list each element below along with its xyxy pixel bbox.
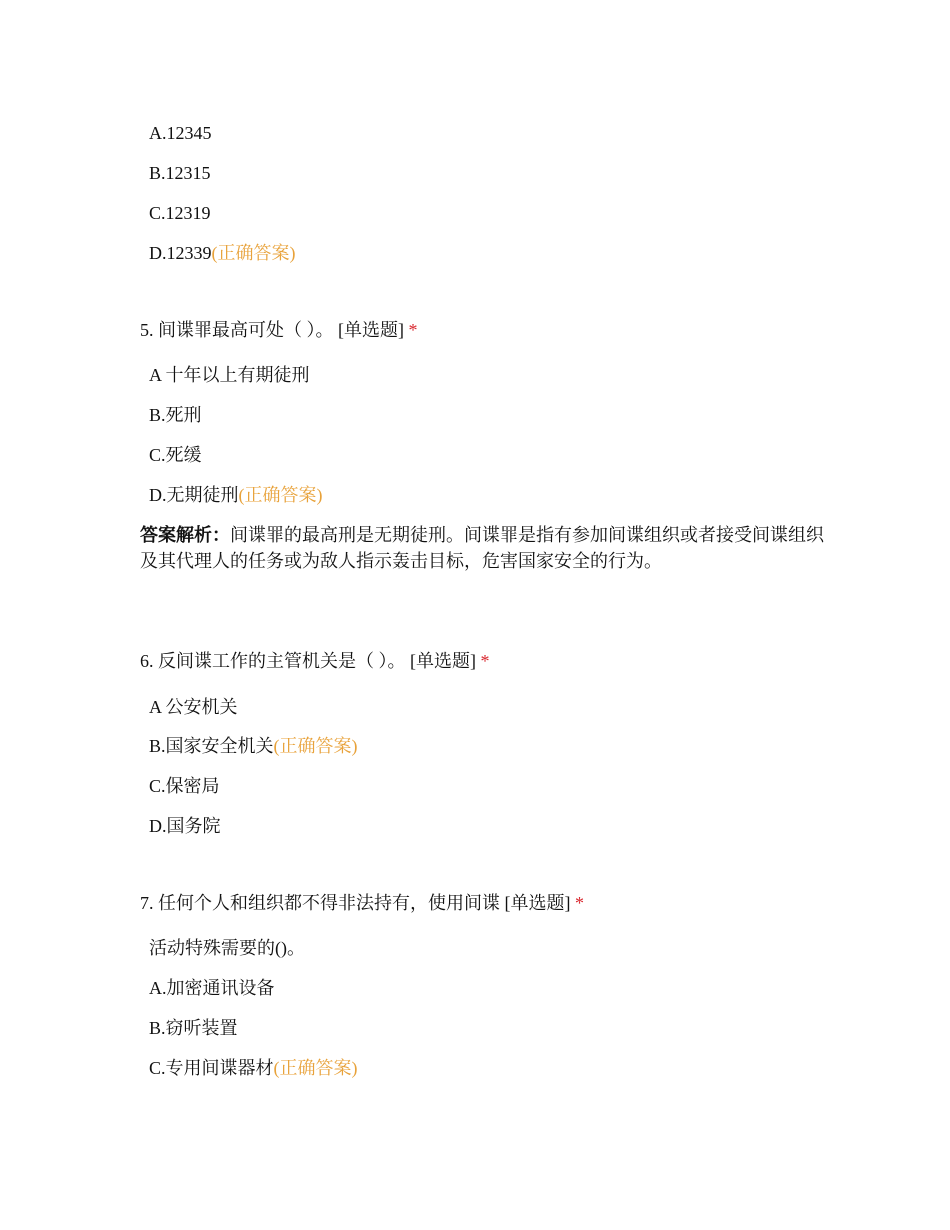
option-text: D.国务院 — [149, 816, 221, 836]
option-text: B.国家安全机关 — [149, 736, 274, 756]
q7-title — [140, 891, 584, 915]
question-text: 任何个人和组织都不得非法持有，使用间谍 — [158, 893, 500, 913]
q6-option-d — [149, 814, 221, 838]
question-text: 反间谍工作的主管机关是（ ）。 — [158, 651, 406, 671]
question-text: 间谍罪最高可处（ ）。 — [158, 320, 334, 340]
required-mark: * — [408, 320, 418, 340]
option-text: D.12339 — [149, 243, 212, 263]
option-text: B.死刑 — [149, 405, 202, 425]
q6-title — [140, 649, 490, 673]
option-text: C.专用间谍器材 — [149, 1058, 274, 1078]
question-number: 5. — [140, 320, 154, 340]
q5-option-b — [149, 403, 202, 427]
option-text: B.窃听装置 — [149, 1018, 238, 1038]
q4-option-a — [149, 121, 212, 145]
option-text: B.12315 — [149, 163, 211, 183]
analysis-label: 答案解析： — [140, 525, 230, 546]
q4-option-b — [149, 161, 211, 185]
option-text: A 十年以上有期徒刑 — [149, 365, 310, 385]
analysis-text: 间谍罪的最高刑是无期徒刑。间谍罪是指有参加间谍组织或者接受间谍组织及其代理人的任务或为敌人指示轰击目标，危害国家安全的行为。 — [140, 525, 824, 572]
option-text: A.12345 — [149, 123, 212, 143]
q6-option-b — [149, 734, 358, 758]
correct-answer-tag: (正确答案) — [211, 243, 296, 263]
q5-option-a — [149, 363, 310, 387]
q4-option-d — [149, 241, 296, 265]
question-number: 7. — [140, 893, 154, 913]
question-number: 6. — [140, 651, 154, 671]
q5-option-c — [149, 443, 202, 467]
q5-option-d — [149, 483, 323, 507]
question-text-continuation: 活动特殊需要的()。 — [149, 938, 305, 958]
q4-option-c — [149, 201, 211, 225]
required-mark: * — [480, 651, 490, 671]
q7-option-b — [149, 1016, 238, 1040]
question-type: [单选题] — [504, 893, 571, 913]
option-text: C.保密局 — [149, 776, 220, 796]
option-text: A 公安机关 — [149, 697, 238, 717]
correct-answer-tag: (正确答案) — [273, 736, 358, 756]
correct-answer-tag: (正确答案) — [238, 485, 323, 505]
question-type: [单选题] — [338, 320, 404, 340]
q5-answer-analysis — [140, 523, 830, 575]
q6-option-a — [149, 695, 238, 719]
option-text: C.死缓 — [149, 445, 202, 465]
required-mark: * — [575, 893, 584, 913]
question-type: [单选题] — [410, 651, 476, 671]
option-text: C.12319 — [149, 203, 211, 223]
option-text: A.加密通讯设备 — [149, 978, 275, 998]
q7-option-c — [149, 1056, 358, 1080]
q7-option-a — [149, 976, 275, 1000]
q6-option-c — [149, 774, 220, 798]
q7-continuation — [149, 936, 305, 960]
correct-answer-tag: (正确答案) — [273, 1058, 358, 1078]
option-text: D.无期徒刑 — [149, 485, 239, 505]
q5-title — [140, 318, 418, 342]
